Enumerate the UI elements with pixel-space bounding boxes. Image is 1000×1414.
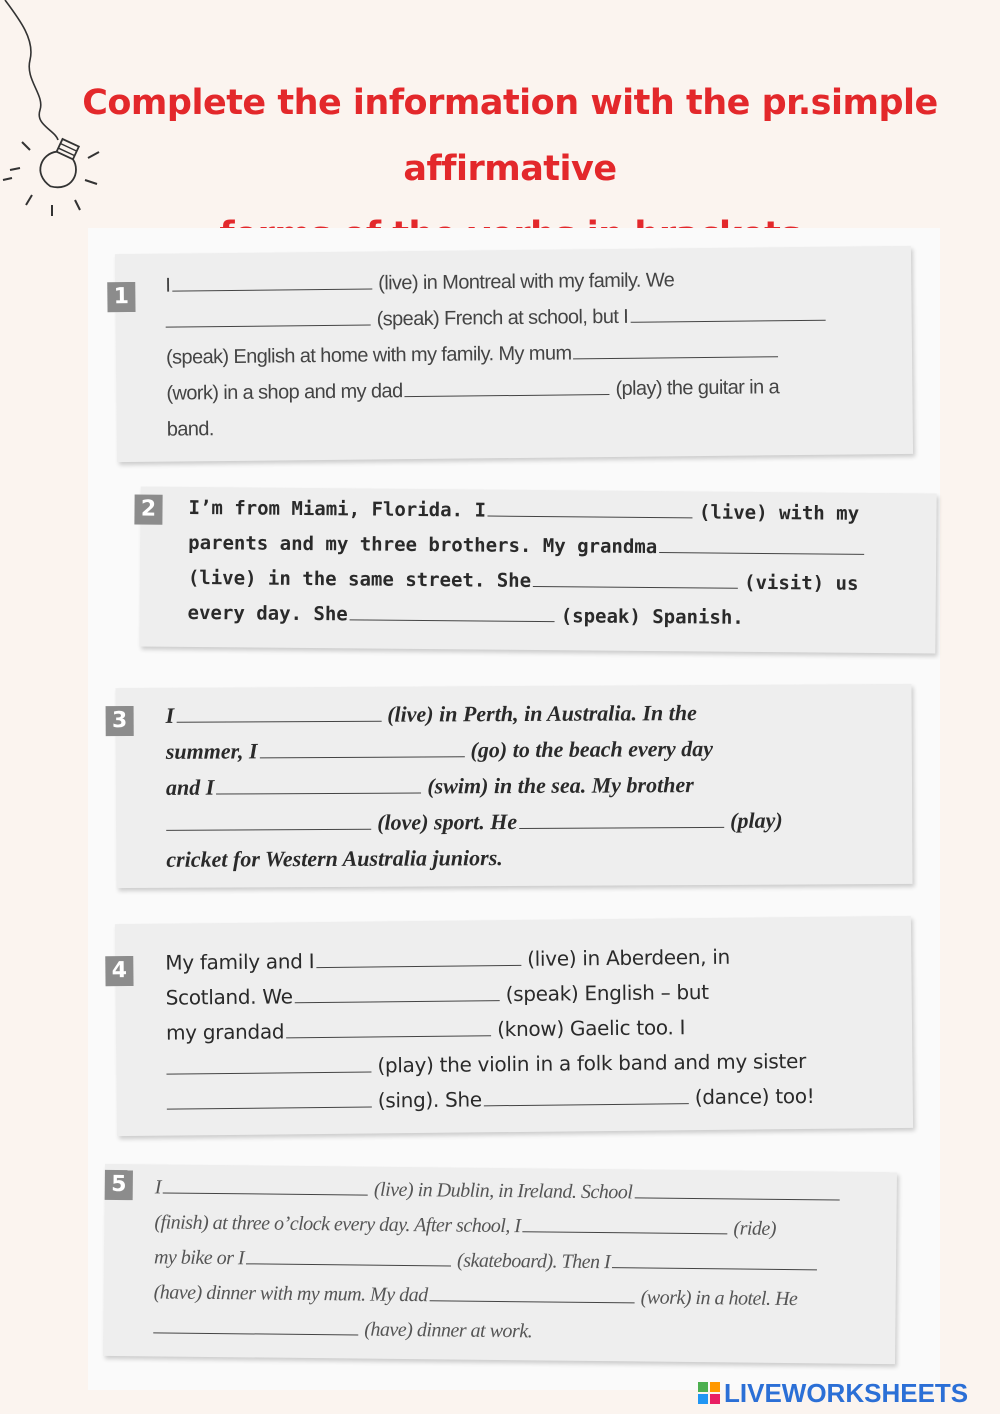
logo-text: LIVEWORKSHEETS <box>724 1377 969 1408</box>
answer-blank[interactable] <box>316 947 521 968</box>
answer-blank[interactable] <box>350 602 555 622</box>
liveworksheets-logo <box>698 1378 968 1408</box>
answer-blank[interactable] <box>659 535 864 555</box>
logo-icon <box>698 1382 720 1404</box>
answer-blank[interactable] <box>166 307 371 328</box>
answer-blank[interactable] <box>533 569 738 589</box>
answer-blank[interactable] <box>163 1174 368 1195</box>
exercise-text: I (live) in Dublin, in Ireland. School (finish) at three o’clock every day. After school, I (ride) my bike or I (skateboard). Then I (have) dinner with my mum. My dad (work) in a hotel. He (have) dinner at work. <box>153 1170 845 1352</box>
answer-blank[interactable] <box>246 1245 451 1266</box>
answer-blank[interactable] <box>176 701 381 723</box>
answer-blank[interactable] <box>519 807 724 829</box>
exercise-card-3 <box>111 684 912 888</box>
answer-blank[interactable] <box>573 338 778 359</box>
answer-blank[interactable] <box>286 1017 491 1038</box>
answer-blank[interactable] <box>259 736 464 758</box>
exercise-card-5 <box>103 1164 897 1364</box>
answer-blank[interactable] <box>295 982 500 1003</box>
exercise-number: 4 <box>105 956 133 986</box>
exercise-text: My family and I (live) in Aberdeen, in Scotland. We (speak) English – but my grandad (know) Gaelic too. I (play) the violin in a folk band and my sister (sing). She (dance) too! <box>165 944 815 1113</box>
answer-blank[interactable] <box>612 1249 817 1270</box>
exercise-card-2 <box>139 487 936 654</box>
answer-blank[interactable] <box>166 1053 371 1074</box>
answer-blank[interactable] <box>630 302 825 323</box>
answer-blank[interactable] <box>172 270 372 291</box>
answer-blank[interactable] <box>430 1282 635 1303</box>
exercise-number: 3 <box>106 706 134 736</box>
answer-blank[interactable] <box>153 1314 358 1335</box>
exercise-number: 2 <box>134 494 162 524</box>
exercise-card-1 <box>115 246 913 462</box>
exercise-number: 5 <box>105 1170 133 1200</box>
answer-blank[interactable] <box>522 1213 727 1234</box>
exercise-card-4 <box>111 916 913 1136</box>
answer-blank[interactable] <box>167 1088 372 1109</box>
title-line-1: Complete the information with the pr.simple affirmative <box>82 83 938 189</box>
answer-blank[interactable] <box>484 1085 689 1106</box>
answer-blank[interactable] <box>634 1179 839 1200</box>
exercise-text: I (live) in Montreal with my family. We (speak) French at school, but I (speak) English at home with my family. My mum (work) in a shop and my dad (play) the guitar in a band. <box>165 261 832 448</box>
answer-blank[interactable] <box>166 809 371 831</box>
answer-blank[interactable] <box>488 498 693 518</box>
answer-blank[interactable] <box>404 376 609 397</box>
exercise-text: I’m from Miami, Florida. I (live) with my parents and my three brothers. My grandma (live) in the same street. She (visit) us every day. She (speak) Spanish. <box>187 491 870 637</box>
exercise-number: 1 <box>107 282 135 312</box>
answer-blank[interactable] <box>216 773 421 795</box>
exercise-text: I (live) in Perth, in Australia. In the summer, I (go) to the beach every day and I (swim) in the sea. My brother (love) sport. He (play) cricket for Western Australia juniors. <box>165 700 783 872</box>
